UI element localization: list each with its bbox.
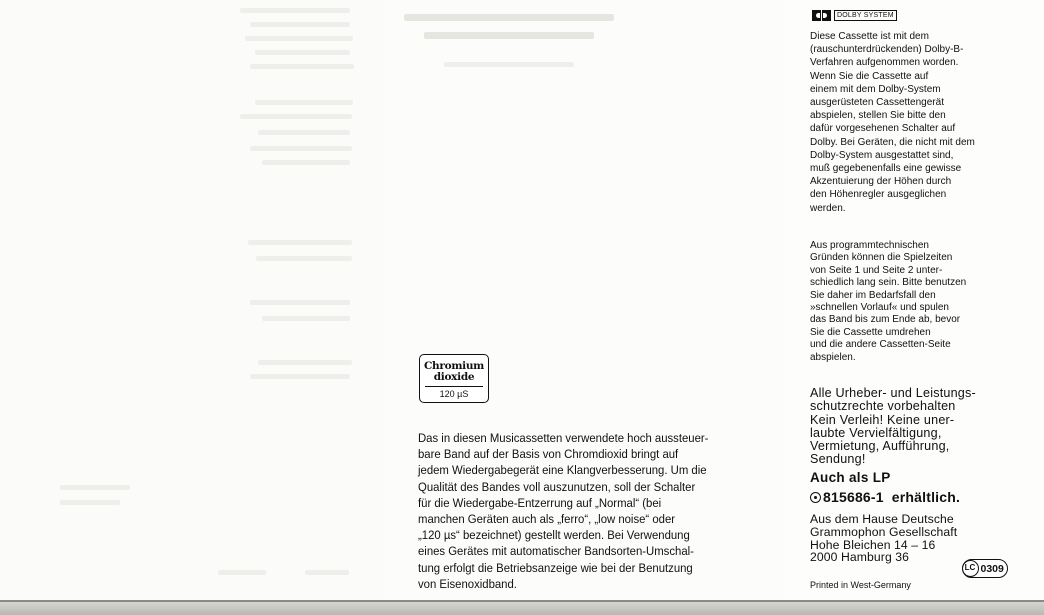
lp-catalog-number: 815686-1 (823, 489, 884, 505)
dolby-logo (812, 9, 897, 21)
show-through-text (240, 114, 352, 119)
show-through-text (255, 100, 353, 105)
rights-note (810, 387, 976, 467)
printed-in: Printed in West-Germany (810, 580, 911, 590)
dolby-note-line: Dolby-System ausgestattet sind, (810, 149, 954, 161)
publisher-address-line: Hohe Bleichen 14 – 16 (810, 537, 936, 552)
dolby-note-line: ausgerüsteten Cassettengerät (810, 97, 944, 109)
dolby-note (810, 30, 975, 215)
playing-time-note-line: Sie die Cassette umdrehen (810, 326, 931, 338)
dolby-note-line: (rauschunterdrückenden) Dolby-B- (810, 44, 964, 56)
dolby-note-line: Akzentuierung der Höhen durch (810, 176, 952, 188)
lp-availability-heading: Auch als LP (810, 470, 891, 485)
playing-time-note-line: das Band bis zum Ende ab, bevor (810, 314, 961, 326)
dolby-note-line: einem mit dem Dolby-System (810, 83, 941, 95)
left-panel (0, 0, 384, 600)
badge-title-line2: dioxide (433, 371, 475, 383)
show-through-text (256, 256, 352, 261)
dolby-note-line: Verfahren aufgenommen worden. (810, 57, 959, 69)
lp-availability-catalog (810, 488, 960, 506)
lp-availability-suffix: erhältlich. (891, 489, 961, 505)
publisher-address (810, 513, 957, 564)
rights-note-line: Sendung! (810, 452, 866, 467)
show-through-text (60, 500, 120, 505)
playing-time-note-line: »schnellen Vorlauf« und spulen (810, 302, 949, 314)
chromdioxid-note-line: eines Gerätes mit automatischer Bandsorten-Umschal- (418, 544, 694, 559)
dolby-note-line: den Höhenregler ausgeglichen (810, 189, 947, 201)
show-through-text (305, 570, 349, 575)
chromdioxid-note-line: jedem Wiedergabegerät eine Klangverbesserung. Um die (418, 463, 707, 478)
playing-time-note-line: schiedlich lang sein. Bitte benutzen (810, 277, 967, 289)
scan-bottom-edge (0, 600, 1044, 615)
show-through-text (60, 485, 130, 490)
show-through-text (258, 130, 350, 135)
show-through-text (250, 374, 350, 379)
chromium-dioxide-badge (419, 354, 489, 403)
lc-number: 0309 (980, 562, 1004, 575)
playing-time-note-line: abspielen. (810, 351, 856, 363)
show-through-text (250, 300, 350, 305)
rights-note-line: Vermietung, Aufführung, (810, 439, 950, 454)
dolby-note-line: werden. (810, 202, 846, 214)
playing-time-note (810, 240, 966, 364)
show-through-title (424, 32, 594, 39)
show-through-text (250, 146, 352, 151)
chromdioxid-note-line: „120 µs“ bezeichnet) gestellt werden. Bei Verwendung (418, 528, 690, 543)
dolby-system-label: DOLBY SYSTEM (834, 10, 897, 21)
show-through-text (255, 50, 350, 55)
rights-note-line: Alle Urheber- und Leistungs- (810, 386, 976, 400)
playing-time-note-line: Gründen können die Spielzeiten (810, 252, 953, 264)
dolby-note-line: dafür vorgesehenen Schalter auf (810, 123, 956, 135)
show-through-text (250, 64, 354, 69)
chromdioxid-note (418, 430, 740, 592)
chromdioxid-note-line: Das in diesen Musicassetten verwendete hoch aussteuer- (418, 431, 709, 445)
publisher-address-line: Grammophon Gesellschaft (810, 524, 958, 539)
playing-time-note-line: und die andere Cassetten-Seite (810, 339, 951, 351)
playing-time-note-line: von Seite 1 und Seite 2 unter- (810, 264, 943, 276)
dolby-note-line: muß gegebenenfalls eine gewisse (810, 163, 962, 175)
chromdioxid-note-line: tung erfolgt die Betriebsanzeige wie bei der Benutzung (418, 560, 693, 575)
show-through-text (248, 240, 352, 245)
badge-title-line1: Chromium (424, 360, 484, 372)
label-code-badge (962, 559, 1008, 578)
show-through-text (444, 62, 574, 67)
publisher-address-line: 2000 Hamburg 36 (810, 550, 910, 565)
badge-divider (425, 386, 483, 387)
publisher-address-line: Aus dem Hause Deutsche (810, 512, 954, 526)
chromdioxid-note-line: für die Wiedergabe-Entzerrung auf „Normal“ (bei (418, 495, 662, 510)
lc-mark: LC (962, 560, 979, 577)
chromdioxid-note-line: bare Band auf der Basis von Chromdioxid bringt auf (418, 447, 679, 462)
show-through-title (404, 14, 614, 21)
show-through-text (245, 36, 353, 41)
show-through-text (262, 160, 350, 165)
show-through-text (240, 8, 350, 13)
show-through-text (258, 360, 352, 365)
dolby-note-line: Dolby. Bei Geräten, die nicht mit dem (810, 136, 975, 148)
playing-time-note-line: Aus programmtechnischen (810, 240, 929, 251)
dolby-note-line: Wenn Sie die Cassette auf (810, 70, 929, 82)
chromdioxid-note-line: manchen Geräten auch als „ferro“, „low noise“ oder (418, 512, 676, 527)
badge-equalization: 120 µS (439, 389, 469, 399)
chromdioxid-note-line: von Eisenoxidband. (418, 576, 517, 591)
rights-note-line: schutzrechte vorbehalten (810, 399, 956, 414)
playing-time-note-line: Sie daher im Bedarfsfall den (810, 289, 936, 301)
rights-note-line: Kein Verleih! Keine uner- (810, 412, 955, 427)
dolby-note-line: Diese Cassette ist mit dem (810, 31, 929, 42)
chromdioxid-note-line: Qualität des Bandes voll auszunutzen, soll der Schalter (418, 479, 696, 494)
dolby-double-d-icon (812, 10, 831, 21)
show-through-text (262, 316, 350, 321)
dolby-note-line: abspielen, stellen Sie bitte den (810, 110, 946, 122)
rights-note-line: laubte Vervielfältigung, (810, 425, 942, 440)
lp-record-icon (810, 492, 821, 503)
show-through-text (250, 22, 350, 27)
show-through-text (218, 570, 266, 575)
